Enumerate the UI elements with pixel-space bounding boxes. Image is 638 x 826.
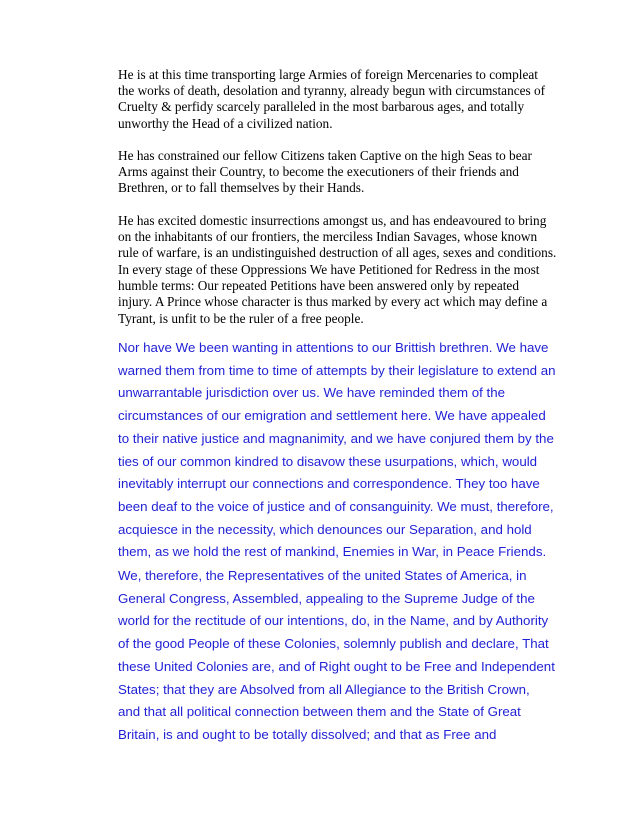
paragraph-foreign-mercenaries bbox=[118, 67, 548, 132]
text-line: Brethren, or to fall themselves by their Hands. bbox=[118, 180, 365, 196]
text-line: He has constrained our fellow Citizens taken Captive on the high Seas to bear bbox=[118, 148, 532, 163]
paragraph-representatives-declaration bbox=[118, 565, 555, 747]
text-line: and that all political connection between them and the State of Great bbox=[118, 704, 521, 720]
text-line: acquiesce in the necessity, which denounces our Separation, and hold bbox=[118, 521, 532, 537]
text-line: injury. A Prince whose character is thus marked by every act which may define a bbox=[118, 294, 548, 310]
text-line: world for the rectitude of our intentions, do, in the Name, and by Authority bbox=[118, 613, 549, 629]
paragraph-brittish-brethren bbox=[118, 337, 556, 564]
text-line: these United Colonies are, and of Right ought to be Free and Independent bbox=[118, 658, 555, 674]
text-line: Cruelty & perfidy scarcely paralleled in the most barbarous ages, and totally bbox=[118, 99, 525, 115]
text-line: on the inhabitants of our frontiers, the merciless Indian Savages, whose known bbox=[118, 229, 538, 245]
text-line: He has excited domestic insurrections amongst us, and has endeavoured to bring bbox=[118, 213, 547, 228]
text-line: He is at this time transporting large Armies of foreign Mercenaries to compleat bbox=[118, 67, 538, 82]
text-line: In every stage of these Oppressions We have Petitioned for Redress in the most bbox=[118, 262, 540, 277]
text-line: them, as we hold the rest of mankind, Enemies in War, in Peace Friends. bbox=[118, 544, 547, 560]
text-line: rule of warfare, is an undistinguished destruction of all ages, sexes and conditions. bbox=[118, 245, 557, 261]
text-line: We, therefore, the Representatives of the united States of America, in bbox=[118, 568, 527, 583]
text-line: the works of death, desolation and tyranny, already begun with circumstances of bbox=[118, 83, 546, 99]
text-line: ties of our common kindred to disavow these usurpations, which, would bbox=[118, 453, 538, 469]
text-line: inevitably interrupt our connections and correspondence. They too have bbox=[118, 476, 540, 492]
text-line: General Congress, Assembled, appealing to the Supreme Judge of the bbox=[118, 590, 535, 606]
paragraph-petitions bbox=[118, 262, 548, 327]
paragraph-domestic-insurrections bbox=[118, 213, 557, 262]
paragraph-captive-citizens bbox=[118, 148, 548, 197]
text-line: humble terms: Our repeated Petitions have been answered only by repeated bbox=[118, 278, 519, 294]
text-line: unworthy the Head of a civilized nation. bbox=[118, 115, 333, 131]
text-line: unwarrantable jurisdiction over us. We have reminded them of the bbox=[118, 385, 506, 401]
text-line: warned them from time to time of attempts by their legislature to extend an bbox=[118, 362, 556, 378]
text-line: Britain, is and ought to be totally dissolved; and that as Free and bbox=[118, 726, 497, 742]
text-line: circumstances of our emigration and settlement here. We have appealed bbox=[118, 408, 546, 424]
text-line: Arms against their Country, to become the executioners of their friends and bbox=[118, 164, 519, 180]
text-line: to their native justice and magnanimity, and we have conjured them by the bbox=[118, 430, 554, 446]
text-line: been deaf to the voice of justice and of consanguinity. We must, therefore, bbox=[118, 498, 554, 514]
text-line: Tyrant, is unfit to be the ruler of a free people. bbox=[118, 310, 364, 326]
text-line: of the good People of these Colonies, solemnly publish and declare, That bbox=[118, 636, 549, 652]
text-line: States; that they are Absolved from all Allegiance to the British Crown, bbox=[118, 681, 530, 697]
text-line: Nor have We been wanting in attentions to our Brittish brethren. We have bbox=[118, 340, 549, 355]
